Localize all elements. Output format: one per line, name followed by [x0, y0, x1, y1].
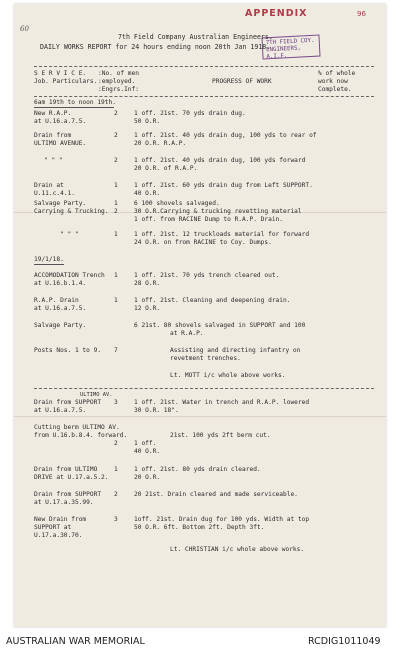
- progress-line: 6 100 shovels salvaged.: [134, 200, 220, 207]
- progress-line: 6 21st. 80 shovels salvaged in SUPPORT and 100: [134, 322, 306, 329]
- underline: [34, 264, 64, 265]
- progress-line: 20 O.R. R.A.P.: [134, 140, 187, 147]
- job-line: Drain from: [34, 132, 72, 139]
- officer-signoff: Lt. MOTT i/c whole above works.: [170, 372, 286, 379]
- progress-line: 1 off. 21st. 70 yds drain dug.: [134, 110, 246, 117]
- officer-signoff: Lt. CHRISTIAN i/c whole above works.: [170, 546, 305, 553]
- job-line: New R.A.P.: [34, 110, 72, 117]
- job-line: ULTIMO AVENUE.: [34, 140, 87, 147]
- engrs-count: 1: [114, 182, 118, 189]
- job-line: at U.16.a.7.5.: [34, 407, 87, 414]
- job-line: at U.16.a.7.5.: [34, 305, 87, 312]
- progress-line: 1 off. 21st. Cleaning and deepening drain.: [134, 297, 291, 304]
- job-line: at U.16.b.1.4.: [34, 280, 87, 287]
- job-line: DRIVE at U.17.a.5.2.: [34, 474, 109, 481]
- divider: [34, 388, 374, 389]
- job-line: from U.16.b.8.4. forward.: [34, 432, 128, 439]
- job-line: Drain at: [34, 182, 64, 189]
- progress-line: 20 O.R. of R.A.P.: [134, 165, 198, 172]
- progress-line: 1 off.: [134, 440, 157, 447]
- engrs-count: 7: [114, 347, 118, 354]
- progress-line: 12 O.R.: [134, 305, 161, 312]
- progress-line: 1 off. 21st. 12 truckloads material for forward: [134, 231, 310, 238]
- job-line: Drain from ULTIMO: [34, 466, 98, 473]
- progress-line: revetment trenches.: [170, 355, 241, 362]
- progress-line: 24 O.R. on from RACINE to Coy. Dumps.: [134, 239, 272, 246]
- progress-line: 30 O.R. 18".: [134, 407, 179, 414]
- job-line: Salvage Party.: [34, 322, 87, 329]
- fold-line: [14, 416, 386, 417]
- job-line: at U.16.a.7.5.: [34, 118, 87, 125]
- date-heading: 19/1/18.: [34, 256, 64, 263]
- report-title: 7th Field Company Australian Engineers.: [118, 33, 273, 41]
- job-line: Carrying & Trucking.: [34, 208, 109, 215]
- progress-line: 1 off. 21st. 40 yds drain dug, 100 yds to rear of: [134, 132, 317, 139]
- progress-line: 1 off. 21st. 60 yds drain dug from Left SUPPORT.: [134, 182, 313, 189]
- report-subtitle: DAILY WORKS REPORT for 24 hours ending noon 20th Jan 1918.: [40, 43, 271, 51]
- job-line: Cutting berm ULTIMO AV.: [34, 424, 120, 431]
- engrs-count: 1: [114, 466, 118, 473]
- header-job: Job. Particulars.: [34, 78, 98, 85]
- stamp-line-1: 7TH FIELD COY.: [265, 37, 315, 47]
- progress-line: 1 off. 21st. 80 yds drain cleared.: [134, 466, 261, 473]
- divider: [34, 66, 374, 67]
- archive-id: RCDIG1011049: [308, 636, 381, 647]
- job-line: U.11.c.4.1.: [34, 190, 75, 197]
- header-progress: PROGRESS OF WORK: [212, 78, 272, 85]
- annotation: ULTIMO AV.: [80, 392, 113, 398]
- job-line: SUPPORT at: [34, 524, 72, 531]
- job-line: at U.17.a.35.99.: [34, 499, 94, 506]
- progress-line: at R.A.P.: [170, 330, 204, 337]
- engrs-count: 1: [114, 272, 118, 279]
- job-line: Salvage Party.: [34, 200, 87, 207]
- engrs-count: 1: [114, 231, 118, 238]
- date-heading: 6am 19th to noon 19th.: [34, 99, 116, 106]
- job-line: Drain from SUPPORT: [34, 491, 102, 498]
- progress-line: 50 O.R.: [134, 118, 161, 125]
- job-line: U.17.a.30.70.: [34, 532, 83, 539]
- job-line: " " ": [44, 157, 63, 164]
- progress-line: 1off. 21st. Drain dug for 100 yds. Width at top: [134, 516, 310, 523]
- appendix-label: APPENDIX: [245, 8, 308, 19]
- engrs-count: 2: [114, 157, 118, 164]
- progress-line: 40 O.R.: [134, 448, 161, 455]
- header-pct-2: work now: [318, 78, 348, 85]
- header-no-men: :No. of men: [98, 70, 139, 77]
- engrs-count: 2: [114, 440, 118, 447]
- engrs-count: 2: [114, 132, 118, 139]
- progress-line: 28 O.R.: [134, 280, 161, 287]
- job-line: ACCOMODATION Trench: [34, 272, 105, 279]
- page-number: 96: [357, 10, 366, 18]
- progress-line: 20 O.R.: [134, 474, 161, 481]
- engrs-count: 2: [114, 491, 118, 498]
- progress-line: 1 off. 21st. Water in trench and R.A.P. lowered: [134, 399, 310, 406]
- progress-line: 50 O.R. 6ft. Bottom 2ft. Depth 3ft.: [134, 524, 265, 531]
- progress-line: 1 off. 21st. 40 yds drain dug, 100 yds forward: [134, 157, 306, 164]
- progress-line: 1 off. 21st. 70 yds trench cleared out.: [134, 272, 280, 279]
- progress-line: 30 O.R.Carrying & trucking revetting material: [134, 208, 302, 215]
- header-engrs: :Engrs.Inf:: [98, 86, 139, 93]
- underline: [34, 107, 114, 108]
- job-line: Posts Nos. 1 to 9.: [34, 347, 102, 354]
- progress-line: 20 21st. Drain cleared and made serviceable.: [134, 491, 298, 498]
- engrs-count: 2: [114, 208, 118, 215]
- header-employed: :employed.: [98, 78, 136, 85]
- engrs-count: 3: [114, 399, 118, 406]
- stamp-line-2: ENGINEERS, A.I.F.: [265, 45, 302, 61]
- engrs-count: 1: [114, 200, 118, 207]
- job-line: New Drain from: [34, 516, 87, 523]
- job-line: " " ": [60, 231, 79, 238]
- header-pct-3: Complete.: [318, 86, 352, 93]
- header-service: S E R V I C E.: [34, 70, 87, 77]
- archive-credit: AUSTRALIAN WAR MEMORIAL: [6, 636, 145, 647]
- handwritten-reference: 60: [20, 25, 29, 33]
- engrs-count: 1: [114, 297, 118, 304]
- job-line: R.A.P. Drain: [34, 297, 79, 304]
- engrs-count: 3: [114, 516, 118, 523]
- progress-line: 1 off. from RACINE Dump to R.A.P. Drain.: [134, 216, 284, 223]
- header-pct-1: % of whole: [318, 70, 356, 77]
- progress-line: 21st. 100 yds 2ft berm cut.: [170, 432, 271, 439]
- progress-line: Assisting and directing infantry on: [170, 347, 301, 354]
- job-line: Drain from SUPPORT: [34, 399, 102, 406]
- divider: [34, 96, 374, 97]
- progress-line: 40 O.R.: [134, 190, 161, 197]
- engrs-count: 2: [114, 110, 118, 117]
